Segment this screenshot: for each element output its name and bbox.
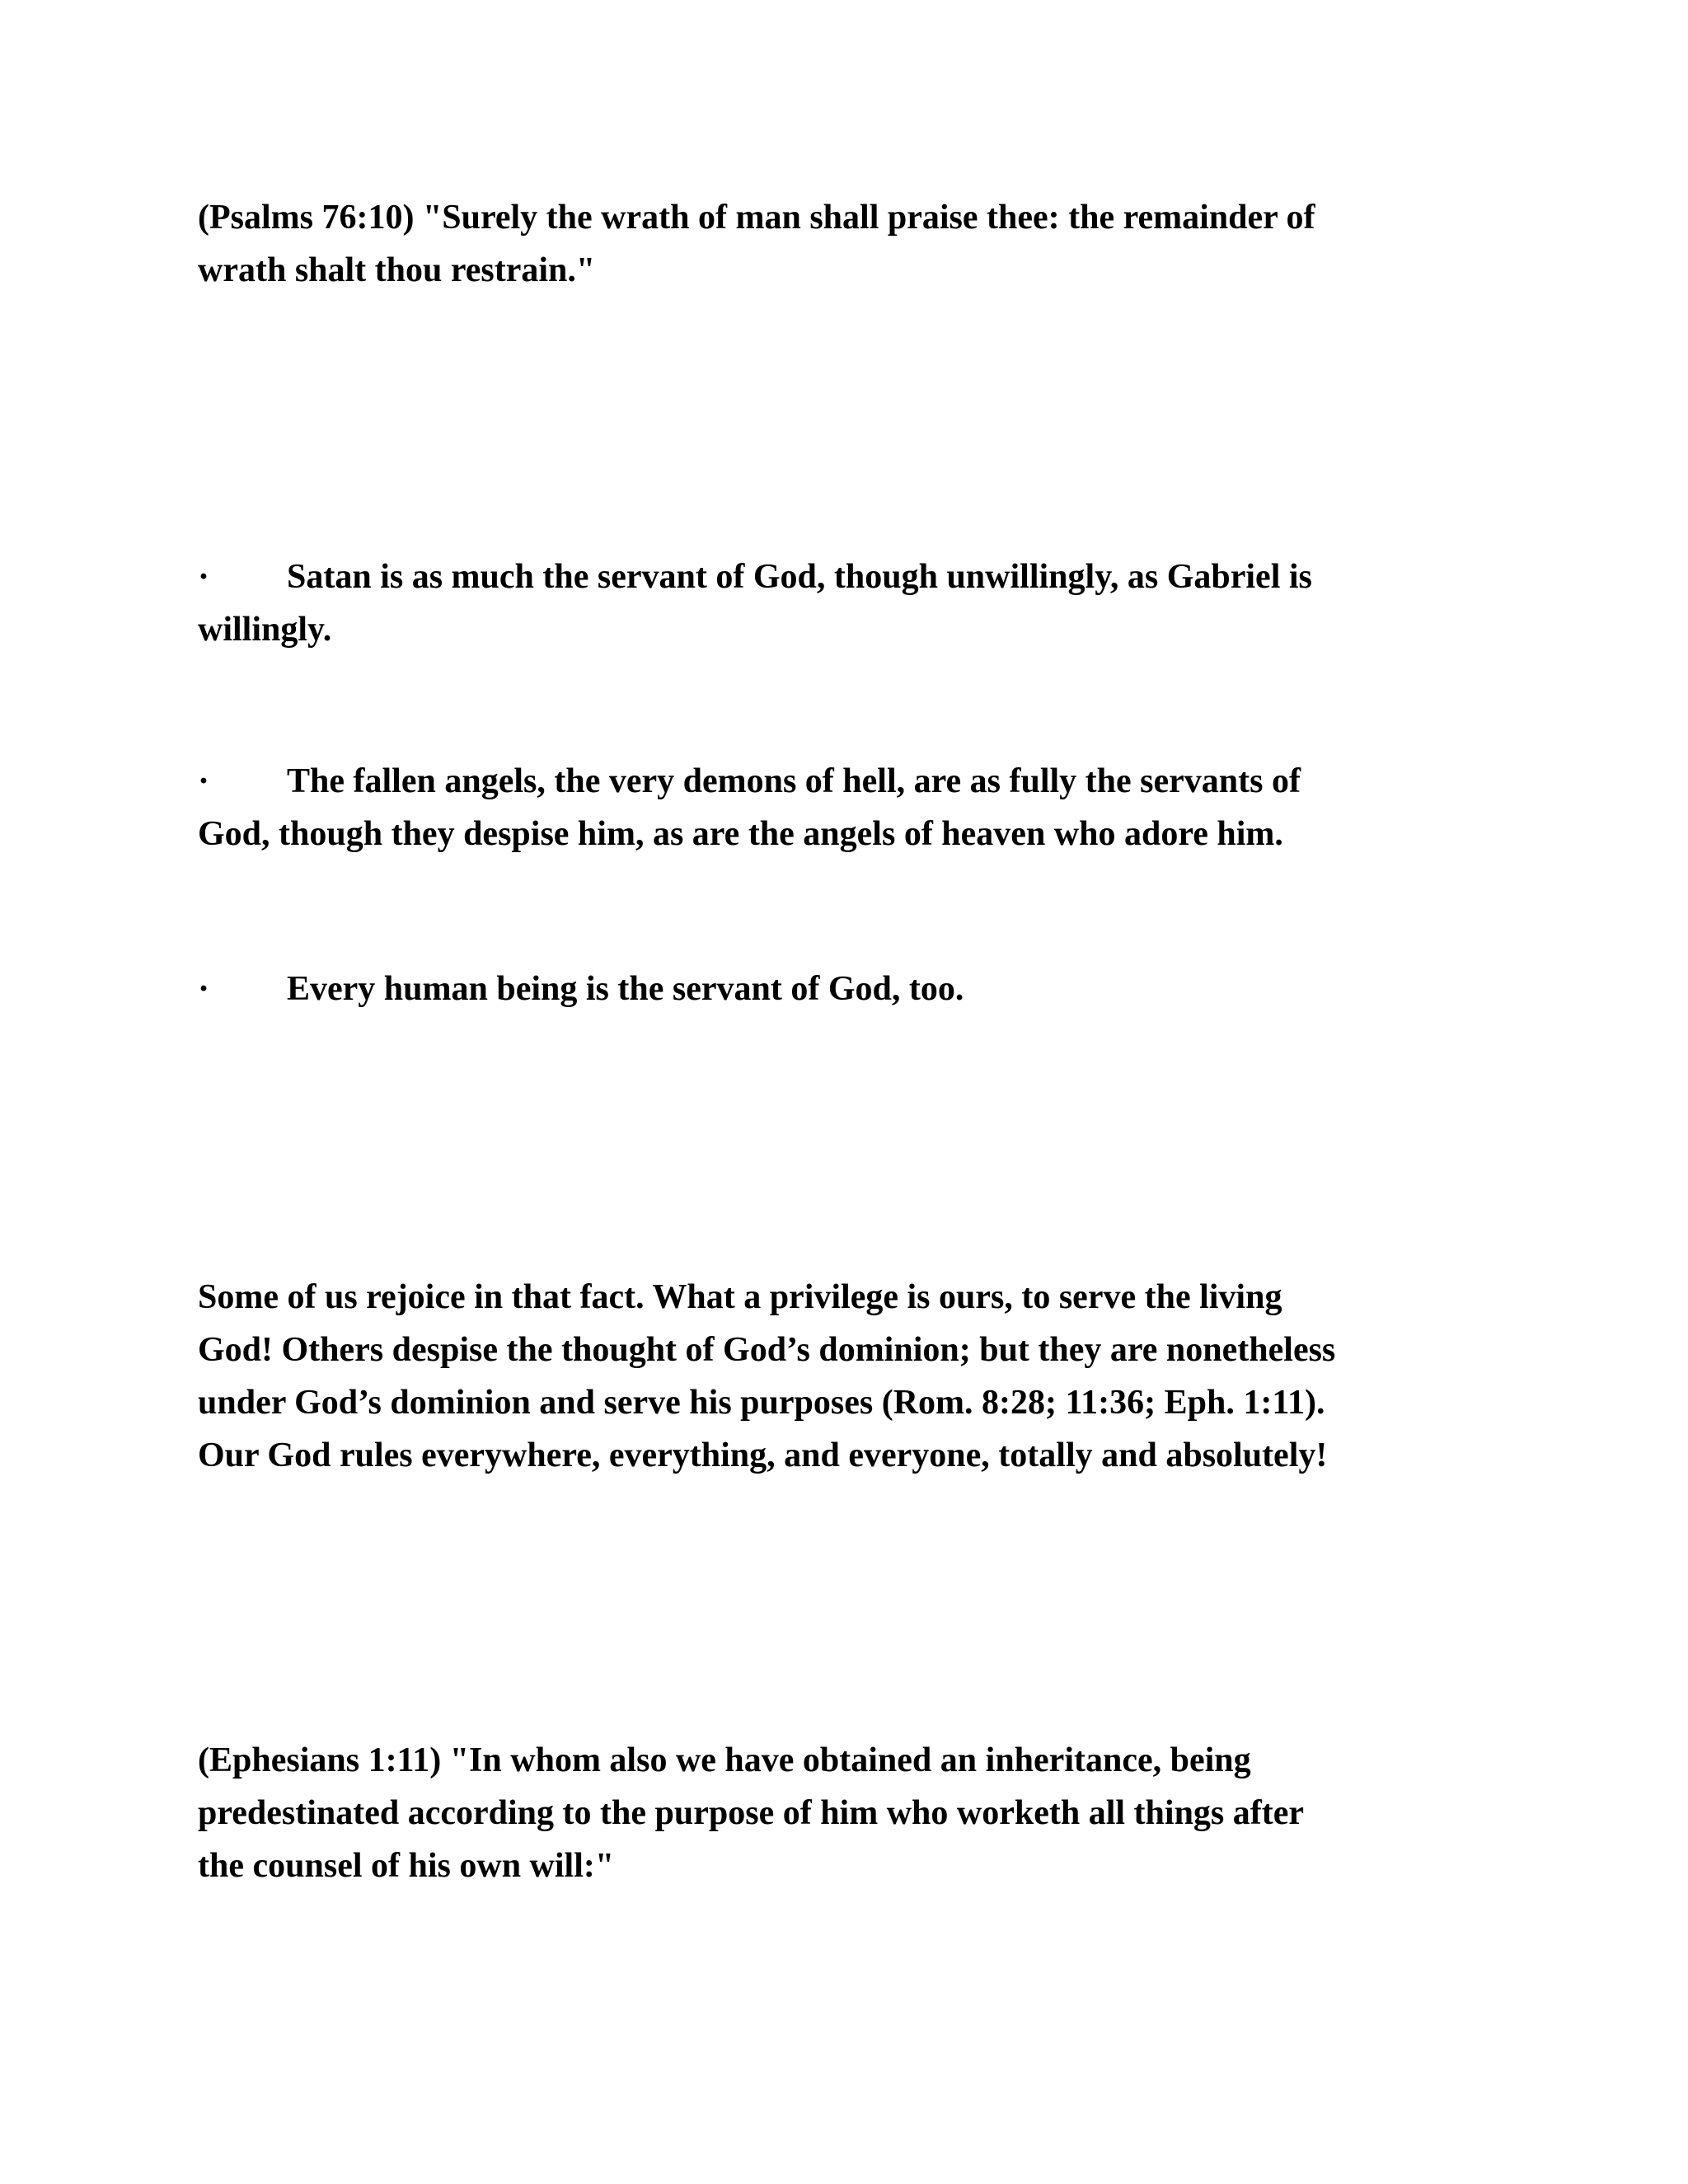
- bullet-marker: ·: [198, 762, 210, 800]
- bullet-text-line: Every human being is the servant of God, too.: [287, 970, 964, 1008]
- bullet-item-fallen-angels: [198, 755, 1484, 860]
- bullet-marker: ·: [198, 558, 210, 596]
- ephesians-quote-line: predestinated according to the purpose of him who worketh all things after: [198, 1794, 1305, 1832]
- ephesians-quote: [198, 1734, 1484, 1892]
- paragraph-line: God! Others despise the thought of God’s dominion; but they are nonetheless: [198, 1331, 1336, 1369]
- paragraph-line: Some of us rejoice in that fact. What a privilege is ours, to serve the living: [198, 1278, 1282, 1316]
- ephesians-quote-line: (Ephesians 1:11) "In whom also we have obtained an inheritance, being: [198, 1741, 1251, 1779]
- bullet-item-satan: [198, 551, 1484, 656]
- psalm-quote-line: wrath shalt thou restrain.": [198, 251, 596, 289]
- psalm-quote: [198, 191, 1484, 297]
- psalm-quote-line: (Psalms 76:10) "Surely the wrath of man shall praise thee: the remainder of: [198, 199, 1315, 237]
- ephesians-quote-line: the counsel of his own will:": [198, 1847, 615, 1885]
- bullet-marker: ·: [198, 970, 210, 1008]
- bullet-text-line: willingly.: [198, 611, 332, 649]
- bullet-text-line: God, though they despise him, as are the angels of heaven who adore him.: [198, 815, 1283, 853]
- bullet-text-line: Satan is as much the servant of God, though unwillingly, as Gabriel is: [287, 558, 1312, 596]
- paragraph-line: Our God rules everywhere, everything, and everyone, totally and absolutely!: [198, 1436, 1328, 1474]
- body-paragraph: [198, 1271, 1484, 1482]
- bullet-text-line: The fallen angels, the very demons of hell, are as fully the servants of: [287, 762, 1301, 800]
- bullet-item-human-being: [198, 963, 1484, 1015]
- paragraph-line: under God’s dominion and serve his purposes (Rom. 8:28; 11:36; Eph. 1:11).: [198, 1384, 1325, 1422]
